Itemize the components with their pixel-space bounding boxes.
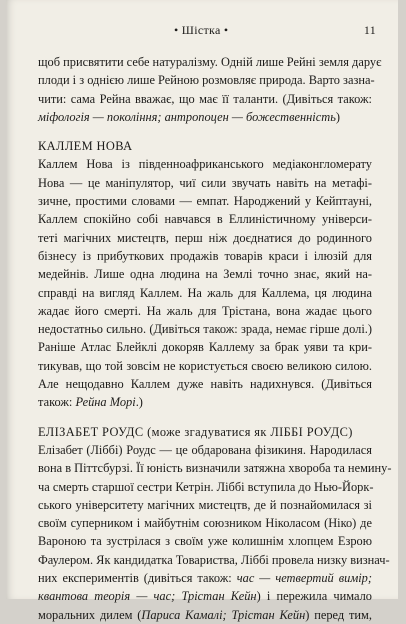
text-line: Фаулером. Як кандидатка Товариства, Ліббі провела низку визнач-: [38, 552, 390, 567]
text-line: ча смерть старшої сестри Кетрін. Ліббі вступила до Нью-Йорк-: [38, 479, 374, 494]
text-line: Нова — це маніпулятор, чиї сили звучать навіть на метафі-: [38, 175, 372, 190]
text-line: ського університету магічних мистецтв, де й познайомилася зі: [38, 497, 372, 512]
text-line: справді на вигляд Каллем. На жаль для Каллема, ця людина: [38, 285, 372, 300]
text-line: зичне, простими словами — емпат. Народжений у Кейптауні,: [38, 194, 372, 209]
paragraph-callum: [38, 155, 372, 411]
entry-heading-callum: КАЛЛЕМ НОВА: [38, 139, 133, 154]
cross-reference: Рейна Морі: [75, 395, 136, 410]
text-line: моральних дилем (Париса Камалі; Трістан Кейн) перед тим,: [38, 607, 372, 622]
text-line: Елізабет (Ліббі) Роудс — це обдарована фізикиня. Народилася: [38, 442, 372, 457]
text-line: тикував, що той зовсім не користується своєю великою силою.: [38, 358, 372, 373]
text-line: бізнесу із прибуткових продажів товарів краси і ілюзій для: [38, 248, 372, 263]
text-line: Вароною та зустрілася з своїм уже колишнім хлопцем Езрою: [38, 534, 372, 549]
cross-reference: час — четвертий вимір;: [236, 571, 372, 586]
text-line: щоб присвятити себе натуралізму. Одній лише Рейні земля дарує: [38, 55, 382, 69]
cross-reference: квантова теорія — час; Трістан Кейн: [38, 589, 257, 604]
text-line: них експериментів (дивіться також: час — четвертий вимір;: [38, 571, 372, 586]
section-title: • Шістка •: [174, 23, 229, 37]
text-line: Каллем спокійно собі навчався в Еллиністичному універси-: [38, 212, 372, 227]
page-number: 11: [363, 23, 376, 37]
entry-heading-libby: ЕЛІЗАБЕТ РОУДС (може згадуватися як ЛІББІ РОУДС): [38, 424, 353, 439]
cross-reference: Париса Камалі; Трістан Кейн: [141, 607, 306, 622]
text-line: недостатньо сильно. (Дивіться також: зрада, немає гірше долі.): [38, 322, 372, 337]
page-body: [38, 53, 392, 624]
text-line: медейнів. Лише одна людина на Землі точно знає, який на-: [38, 267, 372, 282]
text-line: чити: сама Рейна вважає, що має її таланти. (Дивіться також:: [38, 91, 372, 106]
paragraph-reina-end: [38, 53, 382, 126]
paragraph-libby: [38, 441, 392, 624]
text-line: вона в Піттсбурзі. Її юність визначили затяжна хвороба та немину-: [38, 461, 392, 476]
text-line: Раніше Атлас Блейклі докоряв Каллему за брак уяви та кри-: [38, 340, 372, 355]
text-line: теті магічних мистецтв, перш ніж доєднатися до родинного: [38, 230, 372, 245]
text-line: також: Рейна Морі.): [38, 395, 143, 410]
text-line: Але нещодавно Каллем дуже навіть надихнувся. (Дивіться: [38, 377, 372, 392]
text-line: плоди і з однією лише Рейною розмовляє природа. Варто зазна-: [38, 73, 375, 88]
text-line: квантова теорія — час; Трістан Кейн) і пережила чимало: [38, 589, 372, 604]
book-page: [6, 0, 398, 622]
text-line: своїм суперником і майбутнім союзником Ніколасом (Ніко) де: [38, 516, 372, 531]
cross-reference: міфологія — покоління; антропоцен — божественність: [38, 109, 336, 124]
text-line: міфологія — покоління; антропоцен — божественність): [38, 109, 340, 124]
text-line: Каллем Нова із південноафриканського медіаконгломерату: [38, 157, 372, 172]
text-line: жадає його смерті. На жаль для Трістана, вона жадає цього: [38, 303, 372, 318]
